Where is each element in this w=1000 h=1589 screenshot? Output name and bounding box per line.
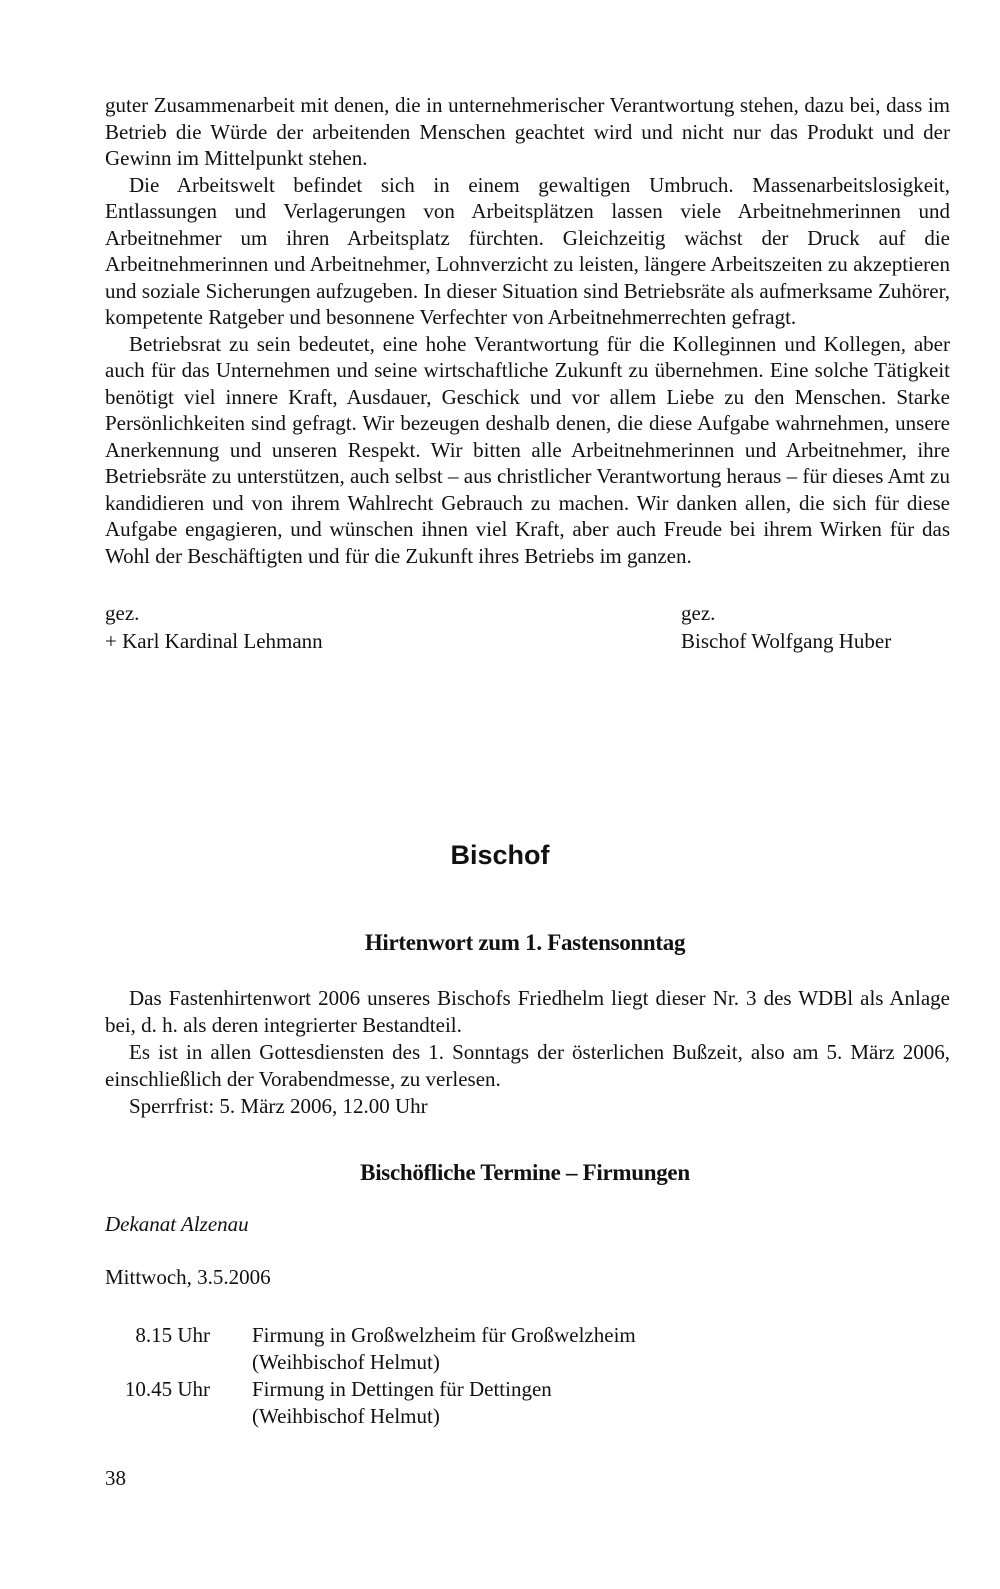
termin-officiant: (Weihbischof Helmut): [252, 1350, 440, 1374]
termin-list: [105, 1322, 805, 1430]
section-title: Bischof: [450, 840, 550, 870]
hirtenwort-title: Hirtenwort zum 1. Fastensonntag: [364, 930, 686, 955]
hirtenwort-body: [105, 985, 950, 1120]
signature-right: [681, 599, 891, 655]
signature-prefix: gez.: [681, 601, 716, 625]
signatures: [105, 599, 950, 659]
signature-prefix: gez.: [105, 601, 140, 625]
hirtenwort-paragraph: Es ist in allen Gottesdiensten des 1. Sonntags der österlichen Bußzeit, also am 5. März 2006, einschließlich der Vorabendmesse, zu verlesen.: [105, 1040, 950, 1091]
letter-paragraph: guter Zusammenarbeit mit denen, die in unternehmerischer Verantwortung stehen, dazu bei, dass im Betrieb die Würde der arbeitenden Menschen geachtet wird und nicht nur das Produkt und der Gewinn im Mittelpunkt stehen.: [105, 93, 950, 170]
letter-paragraph: Betriebsrat zu sein bedeutet, eine hohe Verantwortung für die Kolleginnen und Kollegen, aber auch für das Unternehmen und seine wirtschaftliche Zukunft zu übernehmen. Eine solche Tätigkeit benötigt viel innere Kraft, Ausdauer, Geschick und vor allem Liebe zu den Menschen. Starke Persönlichkeiten sind gefragt. Wir bezeugen deshalb denen, die diese Aufgabe wahrnehmen, unsere Anerkennung und unseren Respekt. Wir bitten alle Arbeitnehmerinnen und Arbeitnehmer, ihre Betriebsräte zu unterstützen, auch selbst – aus christlicher Verantwortung heraus – für dieses Amt zu kandidieren und von ihrem Wahlrecht Gebrauch zu machen. Wir danken allen, die sich für diese Aufgabe engagieren, und wünschen ihnen viel Kraft, aber auch Freude bei ihrem Wirken für das Wohl der Beschäftigten und für die Zukunft ihres Betriebs im ganzen.: [105, 331, 950, 568]
hirtenwort-paragraph: Sperrfrist: 5. März 2006, 12.00 Uhr: [129, 1094, 428, 1118]
dekanat-label: Dekanat Alzenau: [105, 1212, 249, 1236]
letter-paragraph: Die Arbeitswelt befindet sich in einem gewaltigen Umbruch. Massenarbeitslosigkeit, Entlassungen und Verlagerungen von Arbeitsplätzen lassen viele Arbeitnehmerinnen und Arbeitnehmer um ihren Arbeitsplatz fürchten. Gleichzeitig wächst der Druck auf die Arbeitnehmerinnen und Arbeitnehmer, Lohnverzicht zu leisten, längere Arbeitszeiten zu akzeptieren und soziale Sicherungen aufzugeben. In dieser Situation sind Betriebsräte als aufmerksame Zuhörer, kompetente Ratgeber und besonnene Verfechter von Arbeitnehmerrechten gefragt.: [105, 172, 950, 329]
termin-description: Firmung in Dettingen für Dettingen: [252, 1377, 552, 1401]
termin-entry: [105, 1322, 805, 1376]
termin-officiant: (Weihbischof Helmut): [252, 1404, 440, 1428]
termin-date: Mittwoch, 3.5.2006: [105, 1265, 271, 1289]
termin-time: 10.45 Uhr: [124, 1377, 210, 1401]
page-number: 38: [105, 1466, 126, 1490]
signature-name: + Karl Kardinal Lehmann: [105, 629, 323, 653]
termine-title: Bischöfliche Termine – Firmungen: [360, 1160, 690, 1185]
letter-body: [105, 92, 950, 659]
hirtenwort-paragraph: Das Fastenhirtenwort 2006 unseres Bischofs Friedhelm liegt dieser Nr. 3 des WDBl als Anlage bei, d. h. als deren integrierter Bestandteil.: [105, 986, 950, 1037]
termin-description: Firmung in Großwelzheim für Großwelzheim: [252, 1323, 636, 1347]
signature-name: Bischof Wolfgang Huber: [681, 629, 892, 653]
termin-entry: [105, 1376, 805, 1430]
termin-time: 8.15 Uhr: [135, 1323, 210, 1347]
signature-left: [105, 599, 323, 655]
